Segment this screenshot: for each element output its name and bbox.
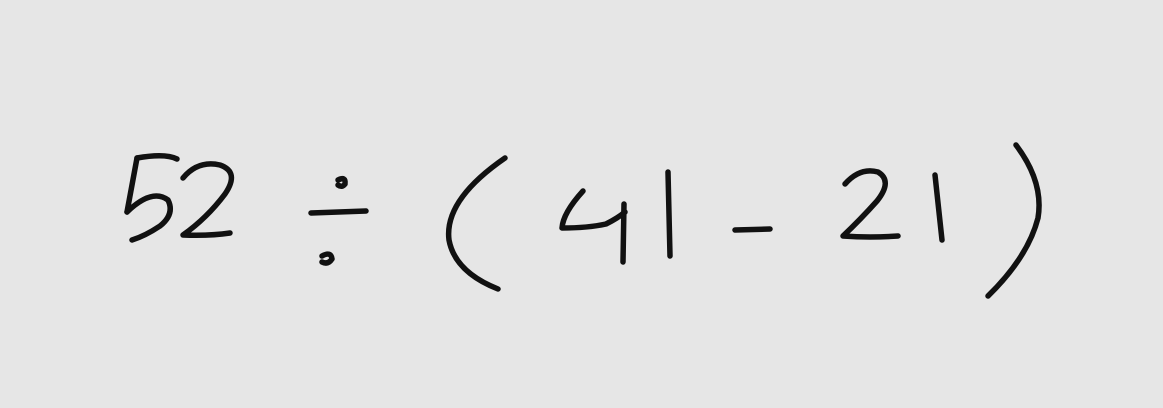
digit-5 bbox=[127, 156, 177, 240]
division-sign bbox=[311, 179, 366, 263]
digit-1-first bbox=[668, 172, 670, 256]
digit-1-second bbox=[935, 175, 942, 240]
digit-4 bbox=[562, 191, 625, 262]
left-parenthesis bbox=[449, 158, 505, 289]
right-parenthesis bbox=[988, 145, 1039, 296]
minus-sign bbox=[735, 229, 770, 230]
digit-2 bbox=[183, 164, 231, 235]
digit-2-second bbox=[843, 171, 898, 237]
